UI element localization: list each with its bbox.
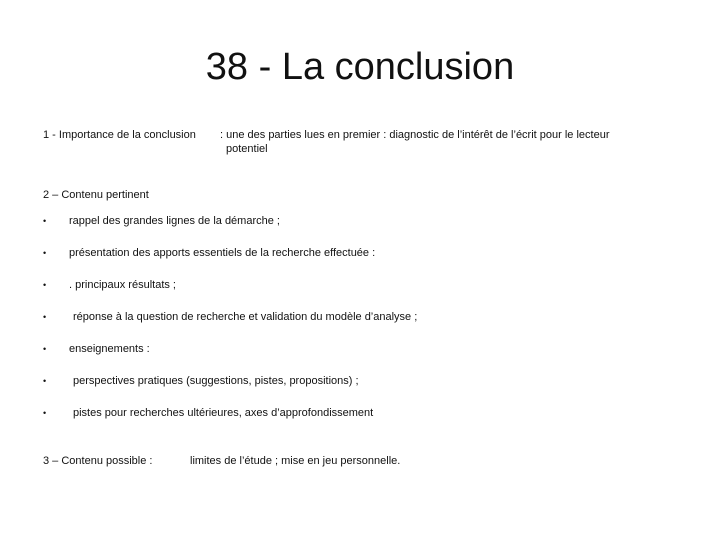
bullet-dot-icon: •	[43, 312, 47, 322]
section-1-description-line-1: : une des parties lues en premier : diagnostic de l’intérêt de l’écrit pour le lecteur	[220, 129, 610, 141]
section-1-label: 1 - Importance de la conclusion	[43, 129, 196, 141]
bullet-dot-icon: •	[43, 248, 47, 258]
section-3-description: limites de l’étude ; mise en jeu personnelle.	[190, 455, 401, 467]
content-bullet-list	[43, 214, 683, 438]
bullet-item	[43, 342, 683, 374]
bullet-item	[43, 214, 683, 246]
bullet-item	[43, 406, 683, 438]
bullet-dot-icon: •	[43, 344, 47, 354]
bullet-text: rappel des grandes lignes de la démarche ;	[69, 215, 280, 227]
bullet-dot-icon: •	[43, 376, 47, 386]
slide-title: 38 - La conclusion	[205, 46, 515, 88]
bullet-item	[43, 278, 683, 310]
bullet-text: . principaux résultats ;	[69, 279, 176, 291]
bullet-item	[43, 310, 683, 342]
bullet-text: perspectives pratiques (suggestions, pistes, propositions) ;	[73, 375, 359, 387]
bullet-dot-icon: •	[43, 408, 47, 418]
section-1-description	[220, 128, 660, 156]
bullet-text: réponse à la question de recherche et validation du modèle d’analyse ;	[73, 311, 418, 323]
section-3-label: 3 – Contenu possible :	[43, 455, 153, 467]
bullet-item	[43, 246, 683, 278]
bullet-text: pistes pour recherches ultérieures, axes d’approfondissement	[73, 407, 374, 419]
bullet-item	[43, 374, 683, 406]
bullet-text: présentation des apports essentiels de la recherche effectuée :	[69, 247, 376, 259]
section-1-description-line-2: potentiel	[226, 143, 268, 155]
bullet-text: enseignements :	[69, 343, 150, 355]
bullet-dot-icon: •	[43, 216, 47, 226]
bullet-dot-icon: •	[43, 280, 47, 290]
section-2-label: 2 – Contenu pertinent	[43, 189, 149, 201]
